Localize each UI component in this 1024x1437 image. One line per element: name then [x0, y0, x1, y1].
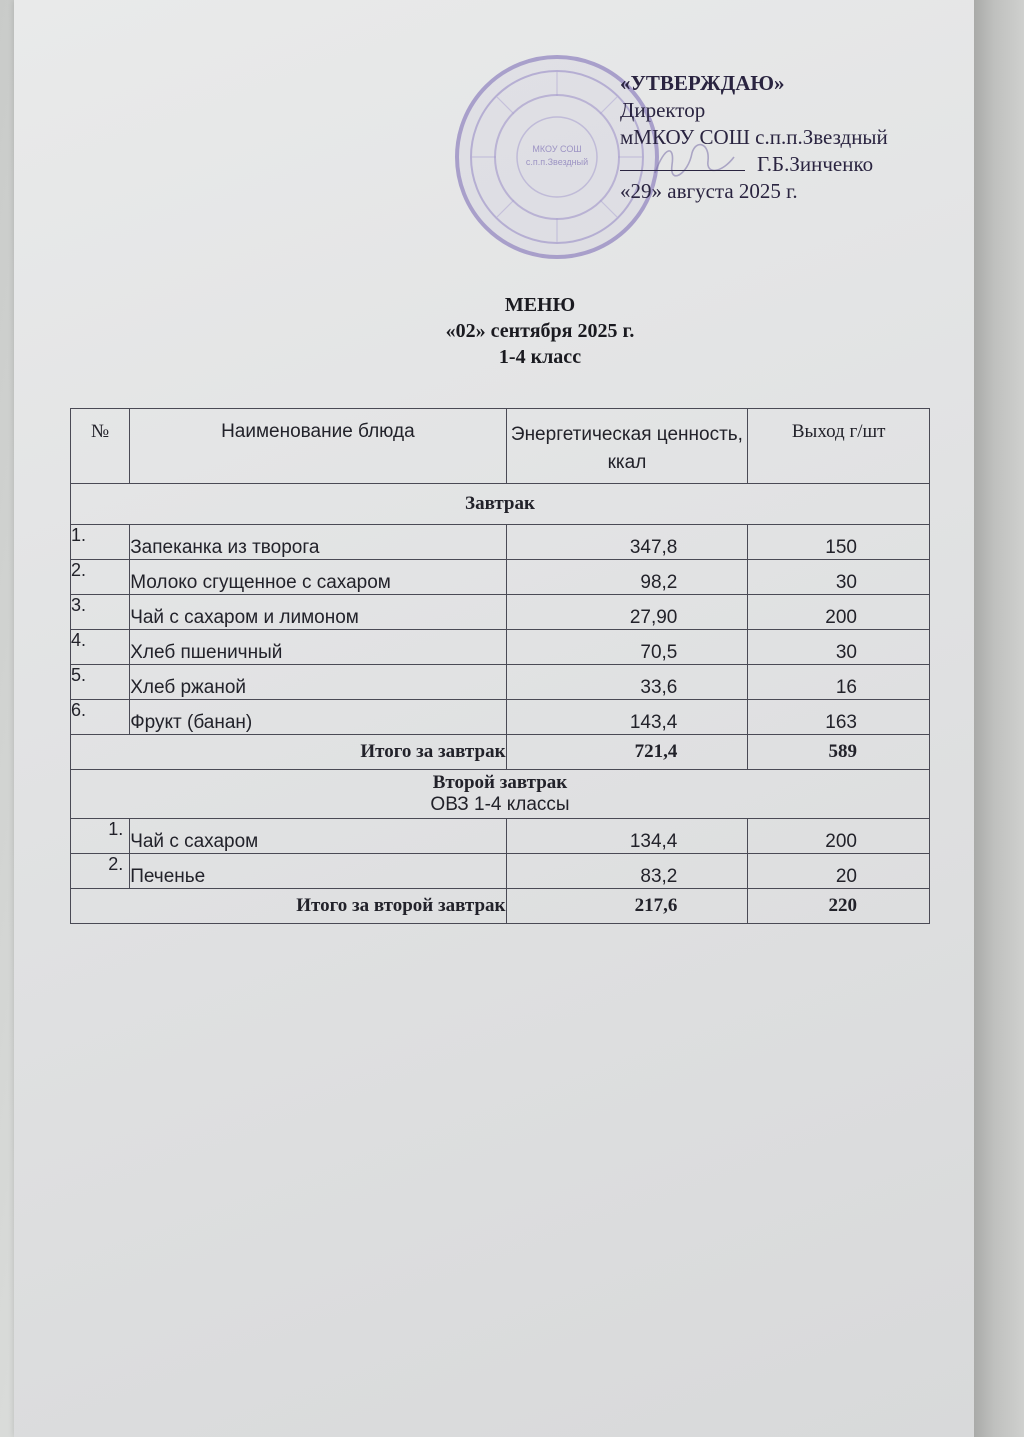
item-kcal: 143,4 — [506, 700, 748, 735]
section-row-breakfast — [71, 484, 930, 525]
item-name: Запеканка из творога — [130, 525, 506, 560]
section-second-breakfast — [71, 770, 930, 819]
item-output: 20 — [748, 854, 930, 889]
approval-date: «29» августа 2025 г. — [620, 179, 798, 203]
approval-signer: Г.Б.Зинченко — [757, 152, 874, 176]
item-kcal: 27,90 — [506, 595, 748, 630]
total-row-second-breakfast — [71, 889, 930, 924]
total-label: Итого за завтрак — [71, 735, 507, 770]
item-name: Хлеб ржаной — [130, 665, 506, 700]
signature-line — [620, 170, 745, 171]
table-row — [71, 854, 930, 889]
item-kcal: 347,8 — [506, 525, 748, 560]
table-row — [71, 665, 930, 700]
item-no: 2. — [71, 560, 130, 595]
item-output: 200 — [748, 595, 930, 630]
total-output: 220 — [748, 889, 930, 924]
section-row-second-breakfast — [71, 770, 930, 819]
section-title-breakfast: Завтрак — [71, 484, 930, 525]
page-title: МЕНЮ — [504, 294, 576, 316]
item-name: Чай с сахаром — [130, 819, 506, 854]
section-title-second-breakfast: Второй завтрак — [432, 772, 568, 793]
item-no: 1. — [71, 525, 130, 560]
item-output: 16 — [748, 665, 930, 700]
approval-title: «УТВЕРЖДАЮ» — [620, 71, 785, 95]
item-no: 5. — [71, 665, 130, 700]
total-kcal: 721,4 — [506, 735, 748, 770]
approval-organization: мМКОУ СОШ с.п.п.Звездный — [620, 125, 888, 149]
item-no: 4. — [71, 630, 130, 665]
svg-text:МКОУ СОШ: МКОУ СОШ — [532, 144, 582, 154]
table-row — [71, 819, 930, 854]
table-row — [71, 560, 930, 595]
item-kcal: 33,6 — [506, 665, 748, 700]
total-label: Итого за второй завтрак — [71, 889, 507, 924]
column-header-name: Наименование блюда — [130, 409, 506, 484]
item-name: Фрукт (банан) — [130, 700, 506, 735]
item-output: 30 — [748, 630, 930, 665]
document-header — [270, 292, 810, 370]
table-row — [71, 700, 930, 735]
table-row — [71, 595, 930, 630]
item-no: 1. — [71, 819, 130, 854]
total-kcal: 217,6 — [506, 889, 748, 924]
table-row — [71, 525, 930, 560]
item-no: 3. — [71, 595, 130, 630]
item-name: Печенье — [130, 854, 506, 889]
item-kcal: 98,2 — [506, 560, 748, 595]
total-output: 589 — [748, 735, 930, 770]
item-kcal: 70,5 — [506, 630, 748, 665]
approval-signer-row — [620, 151, 888, 178]
total-row-breakfast — [71, 735, 930, 770]
item-name: Чай с сахаром и лимоном — [130, 595, 506, 630]
column-header-kcal: Энергетическая ценность, ккал — [506, 409, 748, 484]
menu-table — [70, 408, 930, 924]
approval-block — [620, 70, 888, 205]
menu-grade: 1-4 класс — [498, 346, 582, 368]
column-header-no: № — [71, 409, 130, 484]
item-name: Хлеб пшеничный — [130, 630, 506, 665]
item-no: 6. — [71, 700, 130, 735]
item-output: 200 — [748, 819, 930, 854]
section-subtitle-second-breakfast: ОВЗ 1-4 классы — [430, 794, 570, 815]
table-row — [71, 630, 930, 665]
approval-position: Директор — [620, 98, 706, 122]
item-output: 30 — [748, 560, 930, 595]
item-kcal: 83,2 — [506, 854, 748, 889]
column-header-output: Выход г/шт — [748, 409, 930, 484]
item-output: 150 — [748, 525, 930, 560]
background-edge — [974, 0, 1024, 1437]
item-no: 2. — [71, 854, 130, 889]
item-name: Молоко сгущенное с сахаром — [130, 560, 506, 595]
menu-date: «02» сентября 2025 г. — [445, 320, 635, 342]
svg-text:с.п.п.Звездный: с.п.п.Звездный — [525, 157, 589, 167]
item-output: 163 — [748, 700, 930, 735]
table-header-row — [71, 409, 930, 484]
item-kcal: 134,4 — [506, 819, 748, 854]
